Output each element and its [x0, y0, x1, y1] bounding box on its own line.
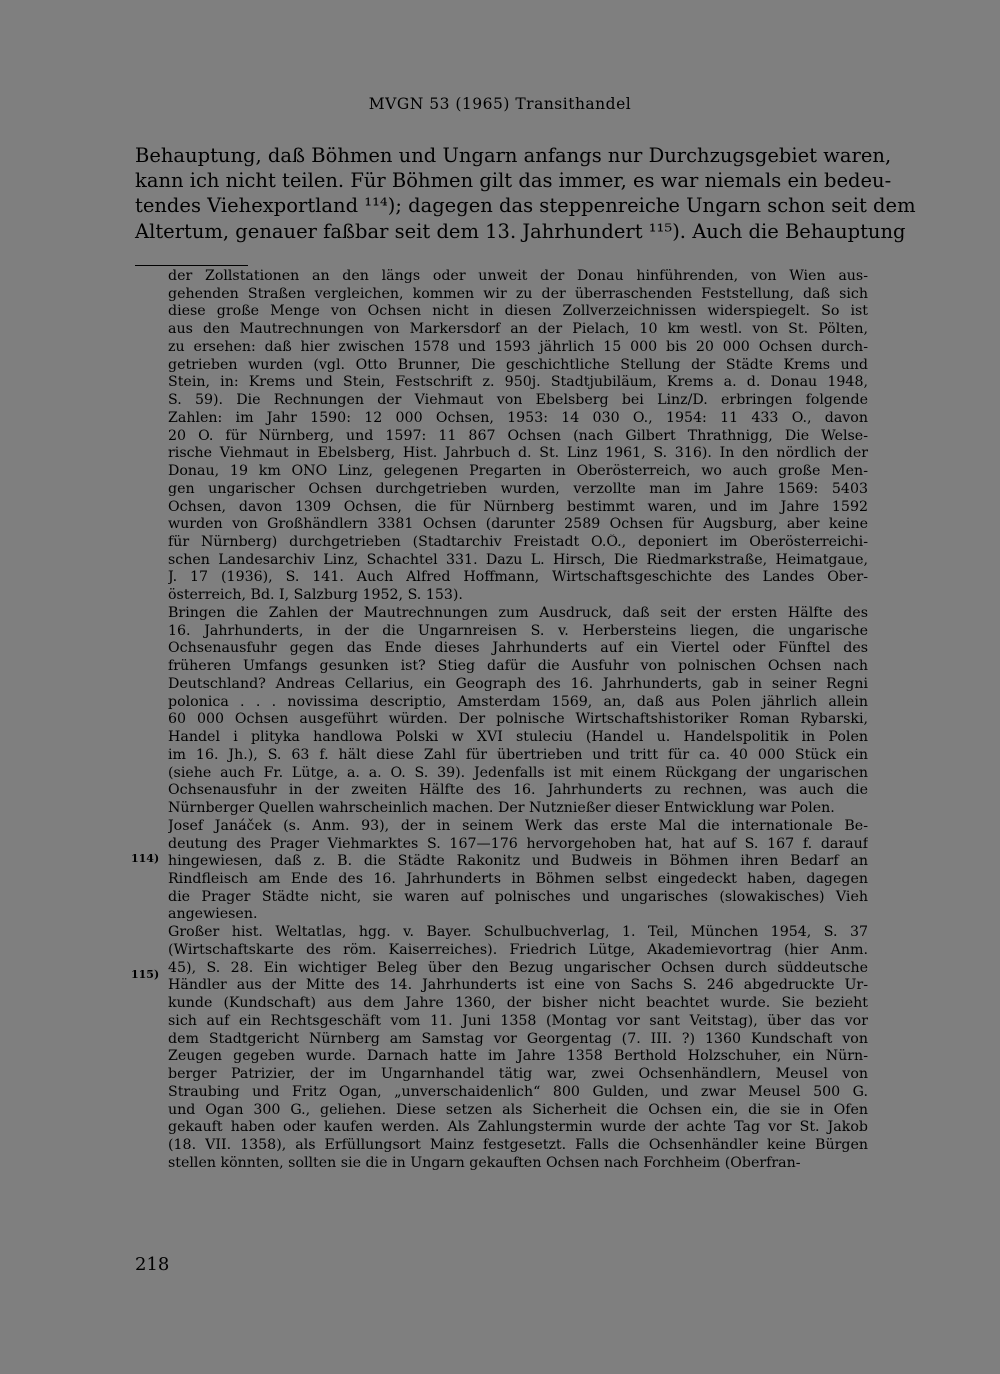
footnote-line: Ochsenausfuhr gegen das Ende dieses Jahrhunderts auf ein Viertel oder Fünftel des [168, 640, 868, 657]
footnote-line: stellen könnten, sollten sie die in Ungarn gekauften Ochsen nach Forchheim (Oberfran- [168, 1154, 801, 1171]
footnote-line: angewiesen. [168, 906, 258, 923]
footnote-line: (18. VII. 1358), als Erfüllungsort Mainz festgesetzt. Falls die Ochsenhändler keine Bürgen [168, 1136, 868, 1153]
body-line: Altertum, genauer faßbar seit dem 13. Jahrhundert ¹¹⁵). Auch die Behauptung [135, 219, 906, 243]
footnote-line: 16. Jahrhunderts, in der die Ungarnreisen S. v. Herbersteins liegen, die ungarische [168, 622, 868, 639]
footnote-line: sich auf ein Rechtsgeschäft vom 11. Juni 1358 (Montag vor sant Veitstag), über das vor [168, 1012, 868, 1029]
footnote-line: für Nürnberg) durchgetrieben (Stadtarchiv Freistadt O.Ö., deponiert im Oberösterreichi- [168, 534, 868, 551]
footnote-line: deutung des Prager Viehmarktes S. 167—176 hervorgehoben hat, hat auf S. 167 f. darauf [168, 835, 868, 852]
footnote-line: die Prager Städte nicht, sie waren auf polnisches und ungarisches (slowakisches) Vieh [168, 888, 868, 905]
footnote-line: Zahlen: im Jahr 1590: 12 000 Ochsen, 1953: 14 030 O., 1954: 11 433 O., davon [168, 409, 868, 426]
footnote-line: Donau, 19 km ONO Linz, gelegenen Pregarten in Oberösterreich, wo auch große Men- [168, 463, 868, 480]
footnote-line: 60 000 Ochsen ausgeführt würden. Der polnische Wirtschaftshistoriker Roman Rybarski, [168, 711, 868, 728]
footnote-line: Großer hist. Weltatlas, hgg. v. Bayer. Schulbuchverlag, 1. Teil, München 1954, S. 37 [168, 924, 868, 941]
footnote-line: Rindfleisch am Ende des 16. Jahrhunderts in Böhmen selbst eingedeckt haben, dagegen [168, 870, 868, 887]
page-number: 218 [135, 1254, 170, 1275]
footnote-separator [135, 265, 248, 266]
footnote-line: diese große Menge von Ochsen nicht in diesen Zollverzeichnissen widerspiegelt. So ist [168, 303, 868, 320]
footnote-line: dem Stadtgericht Nürnberg am Samstag vor Georgentag (7. III. ?) 1360 Kundschaft von [168, 1030, 868, 1047]
body-line: tendes Viehexportland ¹¹⁴); dagegen das steppenreiche Ungarn schon seit dem [135, 194, 916, 218]
footnote-line: Straubing und Fritz Ogan, „unverschaidenlich“ 800 Gulden, und zwar Meusel 500 G. [168, 1083, 868, 1100]
footnote-line: (siehe auch Fr. Lütge, a. a. O. S. 39). Jedenfalls ist mit einem Rückgang der ungarischen [168, 764, 868, 781]
footnote-line: rische Viehmaut in Ebelsberg, Hist. Jahrbuch d. St. Linz 1961, S. 316). In den nördlich der [168, 445, 868, 462]
footnote-line: Bringen die Zahlen der Mautrechnungen zum Ausdruck, daß seit der ersten Hälfte des [168, 604, 868, 621]
footnote-line: S. 59). Die Rechnungen der Viehmaut von Ebelsberg bei Linz/D. erbringen folgende [168, 392, 868, 409]
footnote-line: polonica . . . novissima descriptio, Amsterdam 1569, an, daß aus Polen jährlich allein [168, 693, 868, 710]
footnote-line: im 16. Jh.), S. 63 f. hält diese Zahl für übertrieben und tritt für ca. 40 000 Stück ein [168, 746, 868, 763]
footnote-line: (Wirtschaftskarte des röm. Kaiserreiches). Friedrich Lütge, Akademievortrag (hier Anm. [168, 941, 868, 958]
footnote-line: der Zollstationen an den längs oder unweit der Donau hinführenden, von Wien aus- [168, 268, 868, 284]
footnote-line: berger Patrizier, der im Ungarnhandel tätig war, zwei Ochsenhändlern, Meusel von [168, 1066, 868, 1083]
footnote-line: gen ungarischer Ochsen durchgetrieben wurden, verzollte man im Jahre 1569: 5403 [168, 480, 868, 497]
footnote-line: früheren Umfangs gesunken ist? Stieg dafür die Ausfuhr von polnischen Ochsen nach [168, 658, 868, 675]
footnotes [168, 268, 868, 1172]
footnote-line: zu ersehen: daß hier zwischen 1578 und 1593 jährlich 15 000 bis 20 000 Ochsen durch- [168, 338, 868, 355]
footnote-line: getrieben wurden (vgl. Otto Brunner, Die geschichtliche Stellung der Städte Krems und [168, 356, 868, 373]
body-line: Behauptung, daß Böhmen und Ungarn anfangs nur Durchzugsgebiet waren, [135, 144, 892, 167]
footnote-line: 45), S. 28. Ein wichtiger Beleg über den Bezug ungarischer Ochsen durch süddeutsche [168, 959, 868, 976]
running-header: MVGN 53 (1965) Transithandel [368, 95, 632, 113]
footnote-line: hingewiesen, daß z. B. die Städte Rakonitz und Budweis in Böhmen ihren Bedarf an [168, 853, 868, 870]
footnote-line: aus den Mautrechnungen von Markersdorf an der Pielach, 10 km westl. von St. Pölten, [168, 321, 868, 338]
footnote-line: österreich, Bd. I, Salzburg 1952, S. 153). [168, 587, 463, 604]
footnote-line: 20 O. für Nürnberg, und 1597: 11 867 Ochsen (nach Gilbert Thrathnigg, Die Welse- [168, 427, 868, 444]
footnote-mark-115: 115) [131, 968, 160, 981]
footnote-line: Nürnberger Quellen wahrscheinlich machen. Der Nutznießer dieser Entwicklung war Polen. [168, 800, 835, 817]
footnote-line: Handel i plityka handlowa Polski w XVI stuleciu (Handel u. Handelspolitik in Polen [168, 729, 868, 746]
footnote-line: kunde (Kundschaft) aus dem Jahre 1360, der bisher nicht beachtet wurde. Sie bezieht [168, 995, 868, 1012]
footnote-line: Josef Janáček (s. Anm. 93), der in seinem Werk das erste Mal die internationale Be- [168, 817, 868, 834]
footnote-line: gehenden Straßen vergleichen, kommen wir zu der überraschenden Feststellung, daß sich [168, 285, 868, 302]
footnote-line: Ochsen, davon 1309 Ochsen, die für Nürnberg bestimmt waren, und im Jahre 1592 [168, 498, 868, 515]
footnote-line: Stein, in: Krems und Stein, Festschrift z. 950j. Stadtjubiläum, Krems a. d. Donau 1948, [168, 374, 868, 391]
footnote-line: J. 17 (1936), S. 141. Auch Alfred Hoffmann, Wirtschaftsgeschichte des Landes Ober- [168, 569, 868, 586]
footnote-line: und Ogan 300 G., geliehen. Diese setzen als Sicherheit die Ochsen ein, die sie in Ofen [168, 1101, 868, 1118]
footnote-line: Deutschland? Andreas Cellarius, ein Geograph des 16. Jahrhunderts, gab in seiner Regni [168, 675, 868, 692]
footnote-mark-114: 114) [131, 852, 160, 865]
body-line: kann ich nicht teilen. Für Böhmen gilt das immer, es war niemals ein bedeu- [135, 169, 892, 193]
footnote-line: wurden von Großhändlern 3381 Ochsen (darunter 2589 Ochsen für Augsburg, aber keine [168, 516, 868, 533]
footnote-line: Händler aus der Mitte des 14. Jahrhunderts ist eine von Sachs S. 246 abgedruckte Ur- [168, 977, 868, 994]
footnote-line: Ochsenausfuhr in der zweiten Hälfte des 16. Jahrhunderts zu rechnen, was auch die [168, 782, 868, 799]
footnote-line: schen Landesarchiv Linz, Schachtel 331. Dazu L. Hirsch, Die Riedmarkstraße, Heimatgaue, [168, 551, 868, 568]
footnote-line: gekauft haben oder kaufen werden. Als Zahlungstermin wurde der achte Tag vor St. Jakob [168, 1119, 868, 1136]
footnote-line: Zeugen gegeben wurde. Darnach hatte im Jahre 1358 Berthold Holzschuher, ein Nürn- [168, 1048, 868, 1065]
main-text [135, 143, 916, 244]
